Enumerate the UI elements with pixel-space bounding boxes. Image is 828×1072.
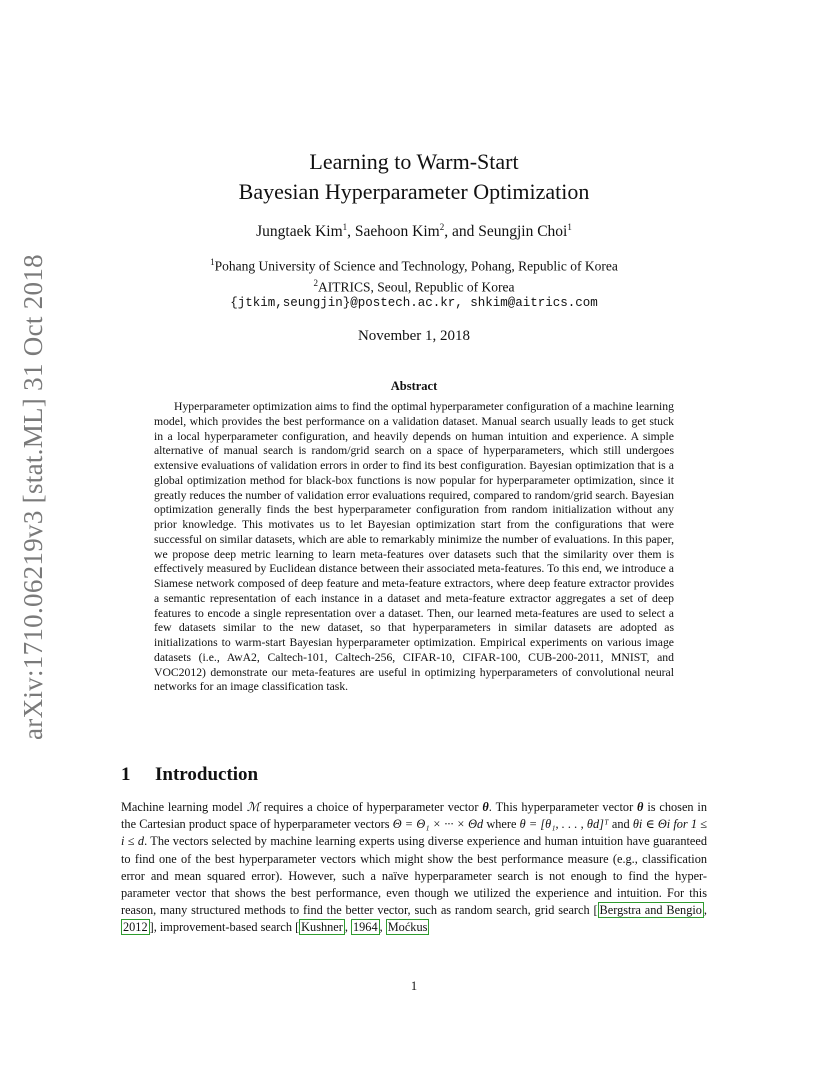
affiliation-mark: 2 — [313, 277, 319, 288]
paper-date: November 1, 2018 — [357, 328, 471, 344]
author-emails: {jtkim,seungjin}@postech.ac.kr, shkim@aitrics.com — [230, 296, 598, 310]
citation-link[interactable]: 1964 — [353, 920, 378, 935]
math-theta: θ — [482, 800, 489, 814]
affiliation-line — [0, 254, 828, 275]
author-separator: , and — [444, 223, 479, 241]
author-list — [0, 222, 828, 241]
math-vector: θ = [θ₁, . . . , θd]ᵀ — [519, 817, 609, 832]
citation-link[interactable]: Bergstra and Bengio — [599, 903, 702, 918]
section-number: 1 — [121, 764, 131, 785]
text-run: ], improvement-based search — [149, 920, 296, 935]
author-name: Saehoon Kim — [354, 223, 440, 241]
author-name: Jungtaek Kim — [256, 223, 343, 241]
math-theta: θ — [637, 800, 644, 814]
abstract-body: Hyperparameter optimization aims to find the optimal hyperparameter configuration of a machine learning model, which provides the best performance on a validation dataset. Manual search usually leads to get stuck in a local hyperparameter configuration, and heavily depends on human intuition and experience. A simple alternative of manual search is random/grid search on a space of hyperparameters, which still undergoes extensive evaluations of validation errors in order to find its best configuration. Bayesian optimization that is a global optimization method for black-box functions is now popular for hyperparameter optimization, since it greatly reduces the number of validation error evaluations required, compared to random/grid search. Bayesian optimization generally finds the best hyperparameter configuration from random initialization without any prior knowledge. This motivates us to let Bayesian optimization start from the configurations that were successful on similar datasets, which are able to remarkably minimize the number of evaluations. In this paper, we propose deep metric learning to learn meta-features over datasets such that the similarity over them is effectively measured by Euclidean distance between their associated meta-features. To this end, we introduce a Siamese network composed of deep feature and meta-feature extractors, where deep feature extractor provides a semantic representation of each instance in a dataset and meta-feature extractor aggregates a set of deep features to encode a single representation over a dataset. Then, our learned meta-features are used to select a few datasets similar to the new dataset, so that hyperparameters in similar datasets are adopted as initializations to warm-start Bayesian hyperparameter optimization. Empirical experiments on various image datasets (i.e., AwA2, Caltech-101, Caltech-256, CIFAR-10, CIFAR-100, CUB-200-2011, MNIST, and VOC2012) demonstrate our meta-features are useful in optimizing hyperparameters of convolutional neural networks for an image classification task. — [154, 400, 674, 694]
text-run: is chosen in the Cartesian product space of hyperparameter vectors — [121, 800, 707, 832]
bracket: [ — [593, 903, 598, 918]
author-affil-mark: 1 — [342, 222, 348, 232]
affiliation-mark: 1 — [210, 257, 215, 267]
affiliation-text: AITRICS, Seoul, Republic of Korea — [318, 279, 515, 294]
math-model-symbol: ℳ — [246, 800, 260, 814]
text-run: Machine learning model — [121, 800, 247, 814]
math-space: Θ = Θ₁ × ··· × Θd — [392, 817, 484, 832]
text-run: requires a choice of hyperparameter vector — [259, 800, 483, 814]
text-run: . The vectors selected by machine learning experts using diverse experience and human intuition have guaranteed to find one of the best hyperparameter vectors which might show the best performance measure (e.g., classification error and mean squared error). However, such a naïve hyperparameter search is not enough to find the hyper-parameter vector that shows the best performance, even though we utilized the experience and intuition. For this reason, many structured methods to find the better vector, such as random search, grid search — [121, 834, 707, 918]
text-run: and — [608, 817, 633, 832]
affiliation-line — [0, 275, 828, 296]
citation-separator: , — [379, 920, 386, 935]
title-block — [0, 147, 828, 207]
citation-link[interactable]: 2012 — [123, 920, 148, 935]
introduction-paragraph — [121, 799, 707, 937]
math-membership: θi ∈ Θi for 1 ≤ i ≤ d — [121, 817, 707, 849]
author-name: Seungjin Choi — [478, 223, 568, 241]
citation-link[interactable]: Kushner — [301, 920, 343, 935]
bracket: [ — [295, 920, 300, 935]
text-run: where — [483, 817, 520, 832]
paper-title-line-2: Bayesian Hyperparameter Optimization — [238, 179, 590, 204]
text-run: . This hyperparameter vector — [488, 800, 638, 814]
affiliation-text: Pohang University of Science and Technology, Pohang, Republic of Korea — [214, 258, 618, 274]
author-separator: , — [347, 223, 355, 241]
section-heading — [121, 764, 258, 786]
citation-separator: , — [344, 920, 351, 935]
abstract-heading: Abstract — [390, 379, 438, 393]
author-affil-mark: 2 — [439, 222, 445, 232]
page-number: 1 — [410, 979, 418, 993]
section-title: Introduction — [155, 764, 259, 785]
citation-separator: , — [703, 903, 707, 918]
paper-title-line-1: Learning to Warm-Start — [309, 149, 519, 174]
affiliations — [0, 254, 828, 312]
citation-link[interactable]: Moćkus — [387, 920, 428, 935]
arxiv-identifier: arXiv:1710.06219v3 [stat.ML] 31 Oct 2018 — [18, 254, 48, 740]
author-affil-mark: 1 — [567, 222, 572, 232]
